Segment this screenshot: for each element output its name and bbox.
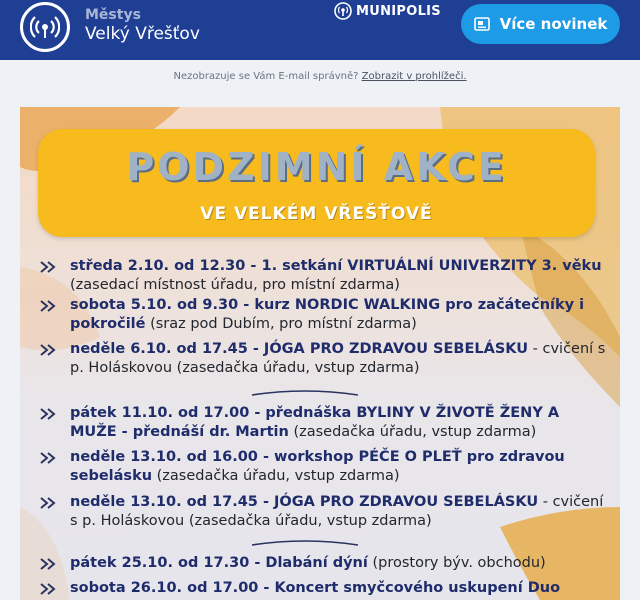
event-title: - kurz NORDIC WALKING pro začátečníky i pokročilé [70, 297, 585, 332]
event-note: (sraz pod Dubím, pro místní zdarma) [145, 316, 417, 332]
more-news-button[interactable] [461, 4, 620, 44]
double-chevron-icon [40, 343, 62, 357]
double-chevron-icon [40, 496, 62, 510]
event-note: - cvičení s p. Holáskovou (zasedačka úřadu, vstup zdarma) [70, 494, 604, 529]
event-title: - přednáška BYLINY V ŽIVOTĚ ŽENY A MUŽE - přednáší dr. Martin [70, 405, 560, 440]
town-name[interactable]: Velký Vřešťov [85, 24, 200, 44]
event-date: pátek 25.10. od 17.30 [70, 555, 250, 571]
email-display-notice [0, 71, 640, 82]
municipality-logo[interactable] [20, 2, 70, 52]
double-chevron-icon [40, 299, 62, 313]
town-label: Městys [85, 7, 141, 23]
newspaper-icon [474, 16, 490, 32]
view-in-browser-link[interactable]: Zobrazit v prohlížeči. [361, 71, 467, 82]
event-date: neděle 13.10. od 17.45 [70, 494, 258, 510]
event-poster [20, 107, 620, 600]
wave-divider [250, 539, 360, 547]
munipolis-brand[interactable] [334, 2, 441, 20]
event-note: (zasedačka úřadu, vstup zdarma) [152, 468, 400, 484]
more-news-label: Více novinek [499, 15, 608, 33]
event-note: (prostory býv. obchodu) [367, 555, 546, 571]
double-chevron-icon [40, 557, 62, 571]
double-chevron-icon [40, 582, 62, 596]
notice-text: Nezobrazuje se Vám E-mail správně? [173, 71, 359, 82]
event-title: - Koncert smyčcového uskupení Duo [258, 580, 561, 596]
wave-divider [250, 389, 360, 397]
broadcast-icon [30, 12, 60, 42]
double-chevron-icon [40, 407, 62, 421]
title-banner [38, 129, 595, 237]
event-title: - workshop PÉČE O PLEŤ pro zdravou sebelásku [70, 449, 565, 484]
event-title: - JÓGA PRO ZDRAVOU SEBELÁSKU [247, 341, 529, 357]
double-chevron-icon [40, 451, 62, 465]
event-date: sobota 26.10. od 17.00 [70, 580, 259, 596]
poster-title: PODZIMNÍ AKCE [126, 145, 507, 189]
event-note: (zasedačka úřadu, vstup zdarma) [288, 424, 537, 440]
event-date: pátek 11.10. od 17.00 [70, 405, 250, 421]
event-note: (zasedací místnost úřadu, pro místní zdarma) [70, 277, 400, 293]
brand-name: MUNIPOLIS [356, 3, 441, 19]
top-bar [0, 0, 640, 60]
event-title: - Dlabání dýní [249, 555, 368, 571]
event-note: - cvičení s p. Holáskovou (zasedačka úřadu, vstup zdarma) [70, 341, 606, 376]
double-chevron-icon [40, 260, 62, 274]
poster-subtitle: VE VELKÉM VŘEŠŤOVĚ [200, 204, 433, 224]
munipolis-logo-icon [334, 2, 352, 20]
event-title: - 1. setkání VIRTUÁLNÍ UNIVERZITY 3. věku [245, 258, 602, 274]
event-date: neděle 6.10. od 17.45 [70, 341, 248, 357]
event-title: - JÓGA PRO ZDRAVOU SEBELÁSKU [257, 494, 539, 510]
event-date: neděle 13.10. od 16.00 [70, 449, 258, 465]
event-date: sobota 5.10. od 9.30 [70, 297, 239, 313]
event-date: středa 2.10. od 12.30 [70, 258, 246, 274]
